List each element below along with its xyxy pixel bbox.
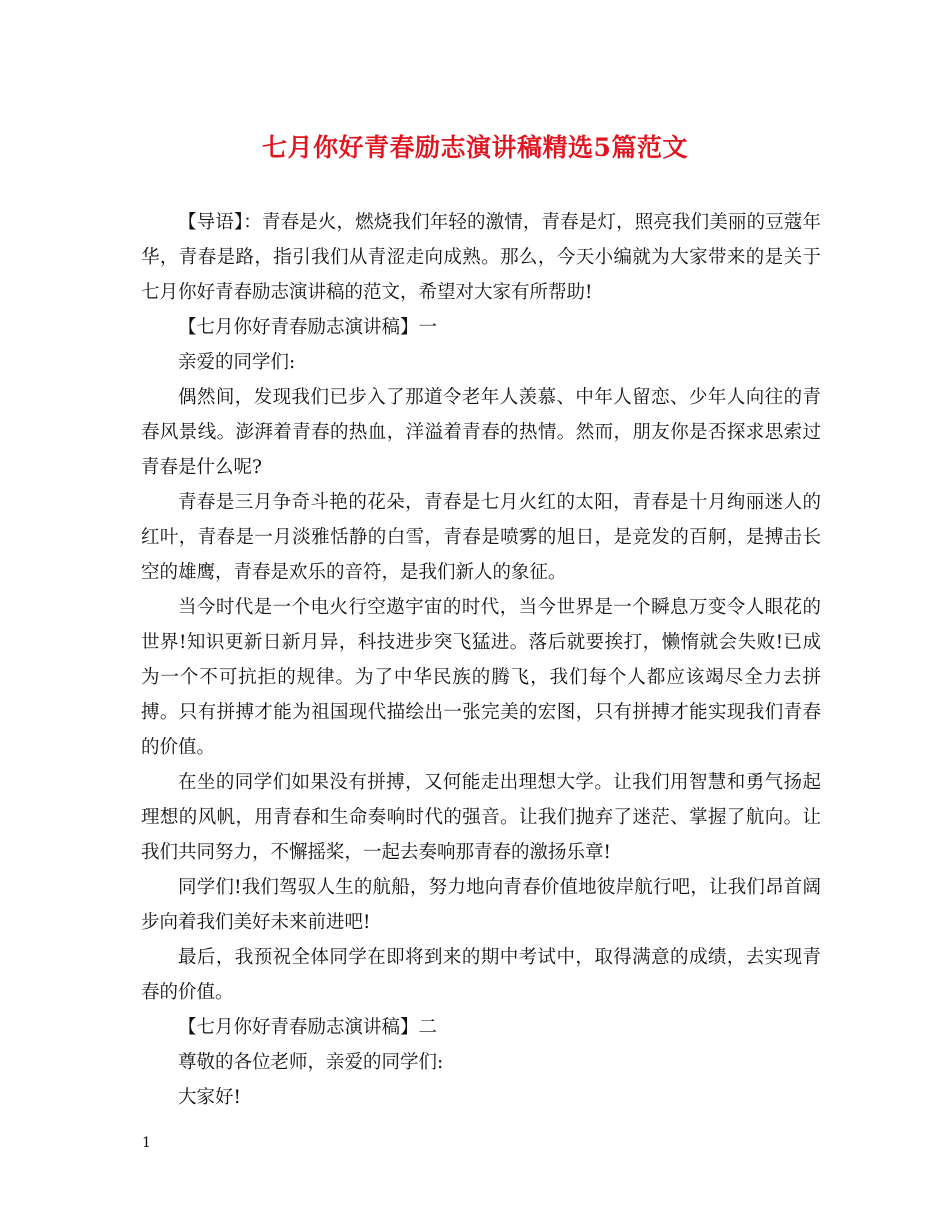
paragraph-greeting: 亲爱的同学们: [178, 352, 296, 373]
paragraph: 大家好! [178, 1087, 241, 1108]
paragraph: 最后，我预祝全体同学在即将到来的期中考试中，取得满意的成绩，去实现青春的价值。 [141, 947, 821, 1003]
section-heading-two: 【七月你好青春励志演讲稿】二 [178, 1017, 438, 1038]
paragraph: 当今时代是一个电火行空遨宇宙的时代，当今世界是一个瞬息万变令人眼花的世界!知识更新日新月异，科技进步突飞猛进。落后就要挨打，懒惰就会失败!已成为一个不可抗拒的规律。为了中华民族的腾飞，我们每个人都应该竭尽全力去拼搏。只有拼搏才能为祖国现代描绘出一张完美的宏图，只有拼搏才能实现我们青春的价值。 [141, 597, 821, 758]
paragraph: 在坐的同学们如果没有拼搏，又何能走出理想大学。让我们用智慧和勇气扬起理想的风帆，用青春和生命奏响时代的强音。让我们抛弃了迷茫、掌握了航向。让我们共同努力，不懈摇桨，一起去奏响那青春的激扬乐章! [141, 772, 821, 863]
paragraph-greeting: 尊敬的各位老师，亲爱的同学们: [178, 1052, 444, 1073]
document-body [141, 205, 821, 1115]
paragraph-intro: 【导语】：青春是火，燃烧我们年轻的激情，青春是灯，照亮我们美丽的豆蔻年华，青春是路，指引我们从青涩走向成熟。那么，今天小编就为大家带来的是关于七月你好青春励志演讲稿的范文，希望对大家有所帮助! [141, 212, 821, 303]
paragraph: 偶然间，发现我们已步入了那道令老年人羡慕、中年人留恋、少年人向往的青春风景线。澎湃着青春的热血，洋溢着青春的热情。然而，朋友你是否探求思索过青春是什么呢? [141, 387, 821, 478]
paragraph: 青春是三月争奇斗艳的花朵，青春是七月火红的太阳，青春是十月绚丽迷人的红叶，青春是一月淡雅恬静的白雪，青春是喷雾的旭日，是竞发的百舸，是搏击长空的雄鹰，青春是欢乐的音符，是我们新人的象征。 [141, 492, 821, 583]
paragraph: 同学们!我们驾驭人生的航船，努力地向青春价值地彼岸航行吧，让我们昂首阔步向着我们美好未来前进吧! [141, 877, 821, 933]
section-heading-one: 【七月你好青春励志演讲稿】一 [178, 317, 438, 338]
document-title: 七月你好青春励志演讲稿精选5篇范文 [262, 133, 688, 162]
page-number: 1 [142, 1135, 151, 1151]
